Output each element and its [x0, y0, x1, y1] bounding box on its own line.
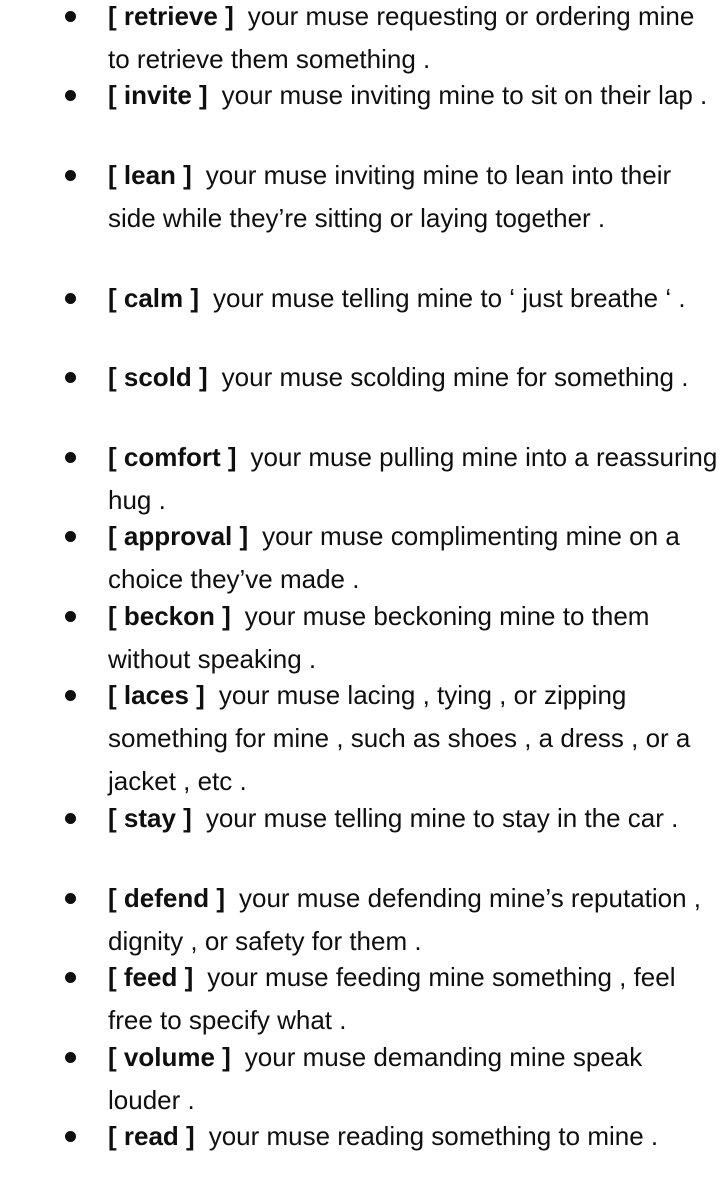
bullet-icon: [65, 611, 76, 622]
bullet-icon: [65, 452, 76, 463]
bullet-icon: [65, 11, 76, 22]
prompt-tag: [ comfort ]: [108, 442, 237, 472]
prompt-tag: [ approval ]: [108, 521, 249, 551]
prompt-tag: [ defend ]: [108, 883, 225, 913]
list-item: [0, 356, 728, 399]
bullet-icon: [65, 813, 76, 824]
prompt-tag: [ feed ]: [108, 962, 194, 992]
prompt-tag: [ volume ]: [108, 1042, 231, 1072]
list-item: [0, 1036, 728, 1122]
bullet-icon: [65, 1052, 76, 1063]
prompt-text: your muse requesting or ordering mine to retrieve them something .: [108, 1, 695, 74]
prompt-text: your muse inviting mine to sit on their lap .: [221, 80, 708, 110]
bullet-icon: [65, 90, 76, 101]
prompt-text: your muse reading something to mine .: [208, 1121, 659, 1151]
prompt-tag: [ invite ]: [108, 80, 208, 110]
prompt-tag: [ lean ]: [108, 160, 192, 190]
list-item: [0, 797, 728, 840]
list-item: [0, 436, 728, 522]
prompt-tag: [ scold ]: [108, 362, 208, 392]
prompt-text: your muse feeding mine something , feel free to specify what .: [108, 962, 676, 1035]
prompt-tag: [ beckon ]: [108, 601, 231, 631]
prompt-tag: [ calm ]: [108, 283, 200, 313]
list-item: [0, 956, 728, 1042]
bullet-icon: [65, 972, 76, 983]
prompt-text: your muse pulling mine into a reassuring hug .: [108, 442, 718, 515]
bullet-icon: [65, 1131, 76, 1142]
prompt-text: your muse defending mine’s reputation , dignity , or safety for them .: [108, 883, 702, 956]
list-item: [0, 877, 728, 963]
bullet-icon: [65, 293, 76, 304]
prompt-text: your muse lacing , tying , or zipping something for mine , such as shoes , a dress , or a jacket , etc .: [108, 680, 691, 796]
list-item: [0, 277, 728, 320]
bullet-icon: [65, 170, 76, 181]
prompt-text: your muse inviting mine to lean into their side while they’re sitting or laying together .: [108, 160, 672, 233]
prompt-text: your muse beckoning mine to them without speaking .: [108, 601, 650, 674]
bullet-icon: [65, 893, 76, 904]
bullet-icon: [65, 531, 76, 542]
prompt-text: your muse telling mine to stay in the car .: [205, 803, 679, 833]
list-item: [0, 154, 728, 240]
prompt-text: your muse demanding mine speak louder .: [108, 1042, 643, 1115]
prompt-tag: [ retrieve ]: [108, 1, 234, 31]
prompt-tag: [ stay ]: [108, 803, 192, 833]
prompt-text: your muse complimenting mine on a choice they’ve made .: [108, 521, 680, 594]
list-item: [0, 74, 728, 117]
list-item: [0, 595, 728, 681]
prompt-tag: [ read ]: [108, 1121, 195, 1151]
prompt-tag: [ laces ]: [108, 680, 205, 710]
prompt-text: your muse scolding mine for something .: [221, 362, 689, 392]
list-item: [0, 674, 728, 803]
list-item: [0, 1115, 728, 1158]
bullet-icon: [65, 372, 76, 383]
prompt-text: your muse telling mine to ‘ just breathe ‘ .: [213, 283, 686, 313]
list-item: [0, 0, 728, 81]
list-item: [0, 515, 728, 601]
bullet-icon: [65, 690, 76, 701]
